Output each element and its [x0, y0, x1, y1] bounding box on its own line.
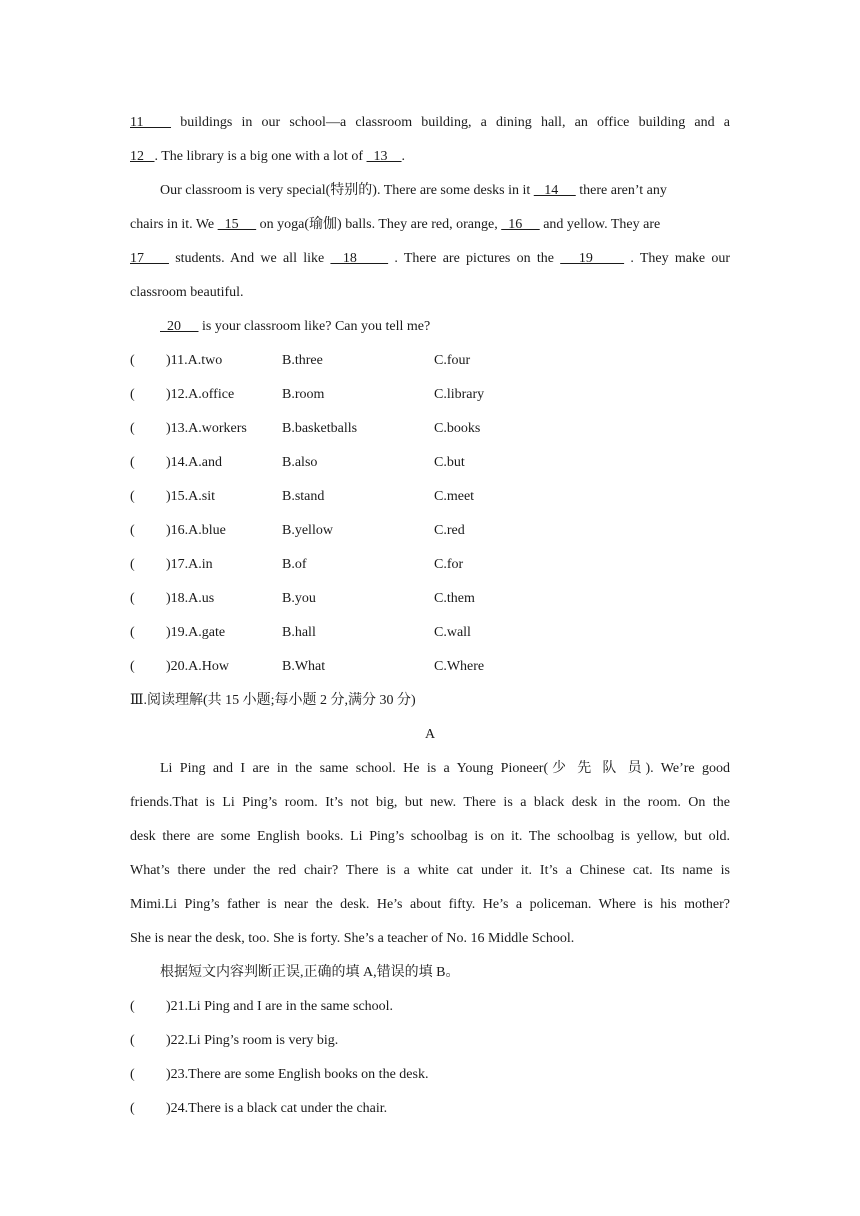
answer-paren[interactable]: (: [130, 659, 135, 674]
option-b: B.hall: [282, 625, 316, 640]
option-b: B.three: [282, 353, 323, 368]
option-a: )12.A.office: [166, 387, 235, 402]
cloze-line-3: [130, 174, 730, 208]
option-a: )20.A.How: [166, 659, 229, 674]
passage-line: friends.That is Li Ping’s room. It’s not big, but new. There is a black desk in the room. On the: [130, 795, 730, 810]
option-row: [130, 514, 730, 548]
cloze-text: . They make our: [630, 251, 731, 266]
option-row: [130, 582, 730, 616]
cloze-text: buildings in our school—a classroom building, a dining hall, an office building and a: [180, 115, 731, 130]
answer-paren[interactable]: (: [130, 999, 135, 1014]
option-c: C.red: [434, 523, 465, 538]
question-text: )24.There is a black cat under the chair.: [166, 1101, 388, 1116]
option-row: [130, 446, 730, 480]
answer-paren[interactable]: (: [130, 353, 135, 368]
cloze-text: students. And we all like: [175, 251, 331, 266]
answer-paren[interactable]: (: [130, 557, 135, 572]
cloze-line-2: [130, 140, 730, 174]
answer-paren[interactable]: (: [130, 591, 135, 606]
cloze-line-6: classroom beautiful.: [130, 285, 244, 300]
blank-12: 12: [130, 149, 155, 164]
option-c: C.for: [434, 557, 464, 572]
section-heading: Ⅲ.阅读理解(共 15 小题;每小题 2 分,满分 30 分): [130, 693, 416, 708]
option-c: C.four: [434, 353, 471, 368]
worksheet-page: [130, 106, 730, 1126]
answer-paren[interactable]: (: [130, 489, 135, 504]
option-b: B.What: [282, 659, 326, 674]
option-a: )13.A.workers: [166, 421, 247, 436]
blank-18: 18: [330, 251, 389, 266]
answer-paren[interactable]: (: [130, 387, 135, 402]
passage-line: What’s there under the red chair? There is a white cat under it. It’s a Chinese cat. Its name is: [130, 863, 730, 878]
option-row: [130, 650, 730, 684]
question-row: [130, 990, 730, 1024]
question-text: )22.Li Ping’s room is very big.: [166, 1033, 339, 1048]
cloze-text: .: [401, 149, 406, 164]
option-c: C.meet: [434, 489, 475, 504]
option-b: B.also: [282, 455, 318, 470]
blank-15: 15: [217, 217, 257, 232]
blank-11: 11: [130, 115, 172, 130]
answer-paren[interactable]: (: [130, 1101, 135, 1116]
option-b: B.room: [282, 387, 325, 402]
passage-line: desk there are some English books. Li Ping’s schoolbag is on it. The schoolbag is yellow, but old.: [130, 829, 730, 844]
passage-line: Mimi.Li Ping’s father is near the desk. He’s about fifty. He’s a policeman. Where is his mother?: [130, 897, 730, 912]
passage-line: She is near the desk, too. She is forty. She’s a teacher of No. 16 Middle School.: [130, 931, 575, 946]
cloze-text: . There are pictures on the: [394, 251, 561, 266]
blank-17: 17: [130, 251, 169, 266]
option-c: C.but: [434, 455, 465, 470]
answer-paren[interactable]: (: [130, 523, 135, 538]
instruction-text: 根据短文内容判断正误,正确的填 A,错误的填 B。: [160, 965, 460, 980]
question-row: [130, 1058, 730, 1092]
option-a: )19.A.gate: [166, 625, 226, 640]
question-row: [130, 1024, 730, 1058]
reading-passage: [130, 752, 730, 956]
answer-paren[interactable]: (: [130, 1033, 135, 1048]
option-a: )18.A.us: [166, 591, 215, 606]
option-c: C.wall: [434, 625, 471, 640]
question-text: )21.Li Ping and I are in the same school.: [166, 999, 394, 1014]
answer-paren[interactable]: (: [130, 625, 135, 640]
option-b: B.you: [282, 591, 316, 606]
cloze-text: Our classroom is very special(特别的). There are some desks in it: [160, 183, 534, 198]
option-b: B.of: [282, 557, 307, 572]
options-list: [130, 344, 730, 684]
blank-16: 16: [501, 217, 540, 232]
option-b: B.yellow: [282, 523, 333, 538]
cloze-line-7: [130, 310, 730, 344]
answer-paren[interactable]: (: [130, 1067, 135, 1082]
option-a: )16.A.blue: [166, 523, 226, 538]
option-a: )17.A.in: [166, 557, 213, 572]
option-c: C.Where: [434, 659, 485, 674]
option-row: [130, 412, 730, 446]
question-text: )23.There are some English books on the desk.: [166, 1067, 429, 1082]
option-a: )15.A.sit: [166, 489, 215, 504]
blank-19: 19: [560, 251, 625, 266]
passage-label: A: [424, 727, 436, 742]
option-b: B.stand: [282, 489, 325, 504]
answer-paren[interactable]: (: [130, 421, 135, 436]
true-false-questions: [130, 990, 730, 1126]
cloze-text: there aren’t any: [575, 183, 667, 198]
cloze-line-5: [130, 242, 730, 276]
answer-paren[interactable]: (: [130, 455, 135, 470]
blank-13: 13: [366, 149, 402, 164]
option-row: [130, 344, 730, 378]
option-row: [130, 548, 730, 582]
option-row: [130, 378, 730, 412]
cloze-line-1: [130, 106, 730, 140]
cloze-text: . The library is a big one with a lot of: [154, 149, 367, 164]
option-row: [130, 616, 730, 650]
option-row: [130, 480, 730, 514]
option-c: C.them: [434, 591, 475, 606]
option-a: )14.A.and: [166, 455, 222, 470]
blank-20: 20: [160, 319, 199, 334]
cloze-text: is your classroom like? Can you tell me?: [198, 319, 431, 334]
cloze-text: chairs in it. We: [130, 217, 218, 232]
option-c: C.books: [434, 421, 481, 436]
blank-14: 14: [533, 183, 576, 198]
question-row: [130, 1092, 730, 1126]
option-b: B.basketballs: [282, 421, 358, 436]
cloze-line-4: [130, 208, 730, 242]
option-c: C.library: [434, 387, 485, 402]
option-a: )11.A.two: [166, 353, 223, 368]
cloze-text: and yellow. They are: [539, 217, 661, 232]
passage-line: Li Ping and I are in the same school. He is a Young Pioneer(少 先 队 员). We’re good: [160, 761, 730, 776]
cloze-text: on yoga(瑜伽) balls. They are red, orange,: [256, 217, 502, 232]
